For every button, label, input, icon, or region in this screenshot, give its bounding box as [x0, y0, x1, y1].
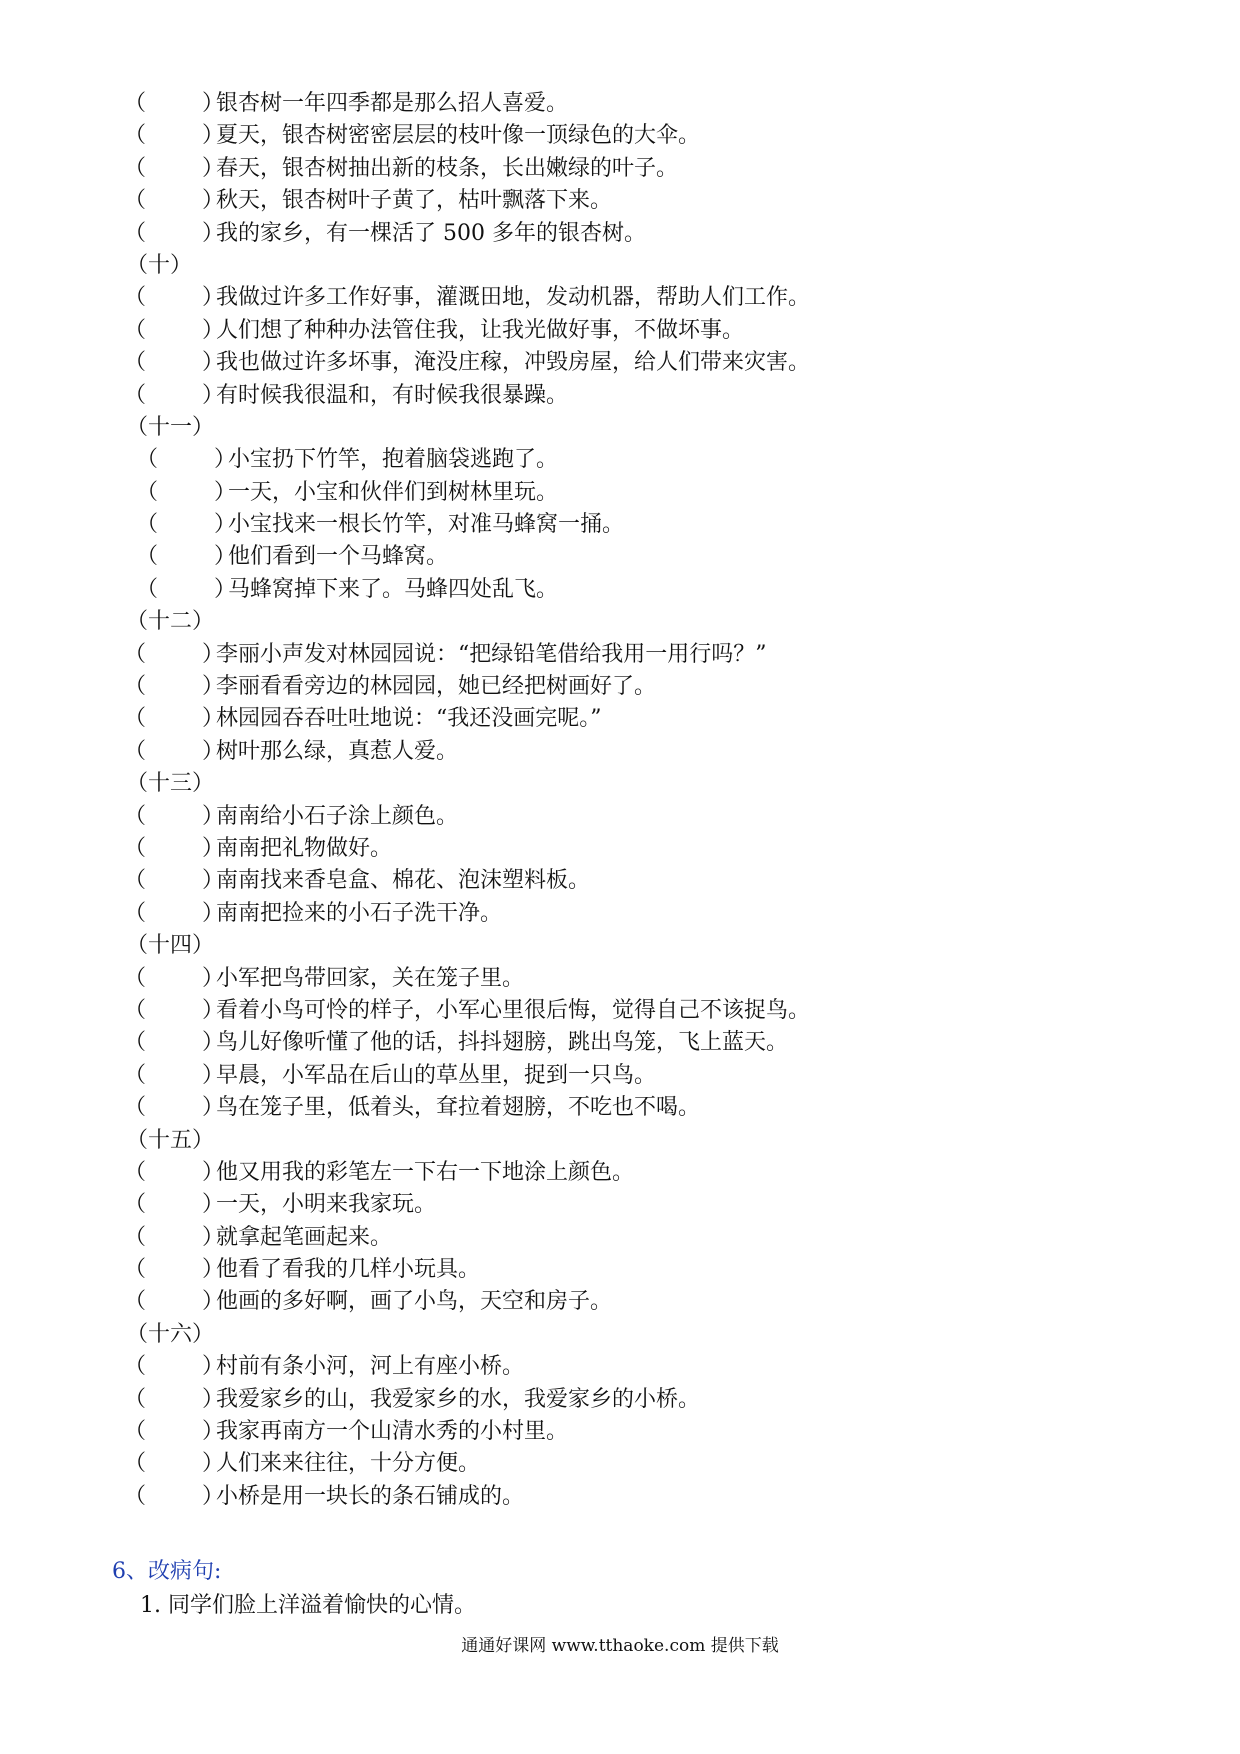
ordering-item	[124, 1027, 1124, 1059]
order-answer-blank[interactable]: （ ）	[124, 1192, 224, 1218]
ordering-item	[124, 1384, 1124, 1416]
sentence-text: 夏天，银杏树密密层层的枝叶像一顶绿色的大伞。	[216, 123, 701, 149]
ordering-item	[124, 1351, 1124, 1383]
ordering-item	[124, 1060, 1124, 1092]
order-answer-blank[interactable]: （ ）	[124, 1451, 224, 1477]
sentence-text: 人们想了种种办法管住我，让我光做好事，不做坏事。	[216, 317, 745, 343]
sentence-text: 李丽看看旁边的林园园，她已经把树画好了。	[216, 674, 657, 700]
ordering-item	[124, 88, 1124, 120]
order-answer-blank[interactable]: （ ）	[124, 738, 224, 764]
sentence-text: 秋天，银杏树叶子黄了，枯叶飘落下来。	[216, 188, 613, 214]
sentence-text: 小军把鸟带回家，关在笼子里。	[216, 965, 525, 991]
order-answer-blank[interactable]: （ ）	[136, 479, 236, 505]
sentence-text: 人们来来往往，十分方便。	[216, 1451, 481, 1477]
sentence-text: 小宝找来一根长竹竿，对准马蜂窝一捅。	[228, 512, 625, 538]
sentence-text: 银杏树一年四季都是那么招人喜爱。	[216, 91, 569, 116]
ordering-item	[124, 477, 1124, 509]
order-answer-blank[interactable]: （ ）	[124, 706, 224, 732]
order-answer-blank[interactable]: （ ）	[136, 447, 236, 473]
sentence-text: 春天，银杏树抽出新的枝条，长出嫩绿的叶子。	[216, 155, 679, 181]
order-answer-blank[interactable]: （ ）	[124, 674, 224, 700]
ordering-item	[124, 1448, 1124, 1480]
sentence-text: 鸟儿好像听懂了他的话，抖抖翅膀，跳出鸟笼，飞上蓝天。	[216, 1030, 789, 1056]
sentence-text: 我家再南方一个山清水秀的小村里。	[216, 1419, 569, 1445]
sentence-text: 看着小鸟可怜的样子，小军心里很后悔，觉得自己不该捉鸟。	[216, 997, 811, 1023]
order-answer-blank[interactable]: （ ）	[124, 835, 224, 861]
order-answer-blank[interactable]: （ ）	[124, 1030, 224, 1056]
sentence-text: 南南给小石子涂上颜色。	[216, 803, 459, 829]
order-answer-blank[interactable]: （ ）	[124, 155, 224, 181]
sentence-ordering-exercises	[124, 88, 1124, 1513]
order-answer-blank[interactable]: （ ）	[124, 997, 224, 1023]
order-answer-blank[interactable]: （ ）	[124, 317, 224, 343]
order-answer-blank[interactable]: （ ）	[124, 803, 224, 829]
ordering-item	[124, 963, 1124, 995]
order-answer-blank[interactable]: （ ）	[124, 1289, 224, 1315]
ordering-item	[124, 380, 1124, 412]
sentence-text: 一天，小明来我家玩。	[216, 1192, 437, 1218]
sentence-text: 马蜂窝掉下来了。马蜂四处乱飞。	[228, 576, 559, 602]
sentence-text: 小桥是用一块长的条石铺成的。	[216, 1483, 525, 1509]
ordering-item	[124, 1092, 1124, 1124]
ordering-item	[124, 995, 1124, 1027]
ordering-item	[124, 1222, 1124, 1254]
sentence-text: 他画的多好啊，画了小鸟，天空和房子。	[216, 1289, 613, 1315]
order-answer-blank[interactable]: （ ）	[124, 1095, 224, 1121]
order-answer-blank[interactable]: （ ）	[124, 1224, 224, 1250]
ordering-item	[124, 671, 1124, 703]
sentence-text: 林园园吞吞吐吐地说：“我还没画完呢。”	[216, 706, 602, 732]
ordering-item	[124, 736, 1124, 768]
sentence-text: 我也做过许多坏事，淹没庄稼，冲毁房屋，给人们带来灾害。	[216, 350, 811, 376]
order-answer-blank[interactable]: （ ）	[124, 1483, 224, 1509]
group-label: （十六）	[126, 1321, 215, 1347]
ordering-item	[124, 444, 1124, 476]
order-answer-blank[interactable]: （ ）	[124, 1354, 224, 1380]
order-answer-blank[interactable]: （ ）	[124, 188, 224, 214]
order-answer-blank[interactable]: （ ）	[124, 1419, 224, 1445]
ordering-item	[124, 541, 1124, 573]
sentence-text: 早晨，小军品在后山的草丛里，捉到一只鸟。	[216, 1062, 657, 1088]
order-answer-blank[interactable]: （ ）	[124, 220, 224, 246]
order-answer-blank[interactable]: （ ）	[136, 576, 236, 602]
ordering-item	[124, 574, 1124, 606]
order-answer-blank[interactable]: （ ）	[124, 123, 224, 149]
order-answer-blank[interactable]: （ ）	[136, 544, 236, 570]
ordering-item	[124, 153, 1124, 185]
group-label: （十二）	[126, 609, 215, 635]
ordering-item	[124, 120, 1124, 152]
ordering-item	[124, 703, 1124, 735]
ordering-item	[124, 1416, 1124, 1448]
group-label: （十五）	[126, 1127, 215, 1153]
ordering-item	[124, 282, 1124, 314]
order-answer-blank[interactable]: （ ）	[124, 1159, 224, 1185]
sentence-text: 村前有条小河，河上有座小桥。	[216, 1354, 525, 1380]
ordering-item	[124, 347, 1124, 379]
sentence-text: 我做过许多工作好事，灌溉田地，发动机器，帮助人们工作。	[216, 285, 811, 311]
sentence-text: 有时候我很温和，有时候我很暴躁。	[216, 382, 569, 408]
sentence-text: 鸟在笼子里，低着头，耷拉着翅膀，不吃也不喝。	[216, 1095, 701, 1121]
ordering-item	[124, 1254, 1124, 1286]
order-answer-blank[interactable]: （ ）	[124, 641, 224, 667]
order-answer-blank[interactable]: （ ）	[136, 512, 236, 538]
sentence-text: 树叶那么绿，真惹人爱。	[216, 738, 459, 764]
sentence-text: 他们看到一个马蜂窝。	[228, 544, 449, 570]
order-answer-blank[interactable]: （ ）	[124, 1062, 224, 1088]
order-answer-blank[interactable]: （ ）	[124, 868, 224, 894]
sentence-text: 他看了看我的几样小玩具。	[216, 1257, 481, 1283]
order-answer-blank[interactable]: （ ）	[124, 91, 224, 116]
sentence-text: 就拿起笔画起来。	[216, 1224, 393, 1250]
sentence-text: 李丽小声发对林园园说：“把绿铅笔借给我用一用行吗？”	[216, 641, 767, 667]
ordering-item	[124, 1157, 1124, 1189]
order-answer-blank[interactable]: （ ）	[124, 1386, 224, 1412]
ordering-item	[124, 898, 1124, 930]
group-label: （十一）	[126, 414, 215, 440]
sentence-text: 小宝扔下竹竿，抱着脑袋逃跑了。	[228, 447, 559, 473]
sentence-text: 一天，小宝和伙伴们到树林里玩。	[228, 479, 559, 505]
order-answer-blank[interactable]: （ ）	[124, 965, 224, 991]
section-6-question-1: 1. 同学们脸上洋溢着愉快的心情。	[140, 1593, 476, 1618]
page-footer: 通通好课网 www.tthaoke.com 提供下载	[461, 1636, 779, 1656]
ordering-item	[124, 218, 1124, 250]
section-6-title: 6、改病句:	[112, 1559, 222, 1584]
group-label: （十）	[126, 252, 193, 278]
sentence-text: 南南把礼物做好。	[216, 835, 393, 861]
order-answer-blank[interactable]: （ ）	[124, 382, 224, 408]
sentence-text: 南南找来香皂盒、棉花、泡沫塑料板。	[216, 868, 591, 894]
order-answer-blank[interactable]: （ ）	[124, 900, 224, 926]
ordering-item	[124, 1189, 1124, 1221]
sentence-text: 我的家乡，有一棵活了 500 多年的银杏树。	[216, 220, 646, 246]
order-answer-blank[interactable]: （ ）	[124, 1257, 224, 1283]
ordering-item	[124, 639, 1124, 671]
order-answer-blank[interactable]: （ ）	[124, 350, 224, 376]
ordering-item	[124, 801, 1124, 833]
sentence-text: 他又用我的彩笔左一下右一下地涂上颜色。	[216, 1159, 635, 1185]
order-answer-blank[interactable]: （ ）	[124, 285, 224, 311]
sentence-text: 南南把捡来的小石子洗干净。	[216, 900, 503, 926]
sentence-text: 我爱家乡的山，我爱家乡的水，我爱家乡的小桥。	[216, 1386, 701, 1412]
group-label: （十三）	[126, 771, 215, 797]
ordering-item	[124, 315, 1124, 347]
ordering-item	[124, 1286, 1124, 1318]
ordering-item	[124, 185, 1124, 217]
ordering-item	[124, 833, 1124, 865]
ordering-item	[124, 1481, 1124, 1513]
ordering-item	[124, 865, 1124, 897]
group-label: （十四）	[126, 933, 215, 959]
ordering-item	[124, 509, 1124, 541]
